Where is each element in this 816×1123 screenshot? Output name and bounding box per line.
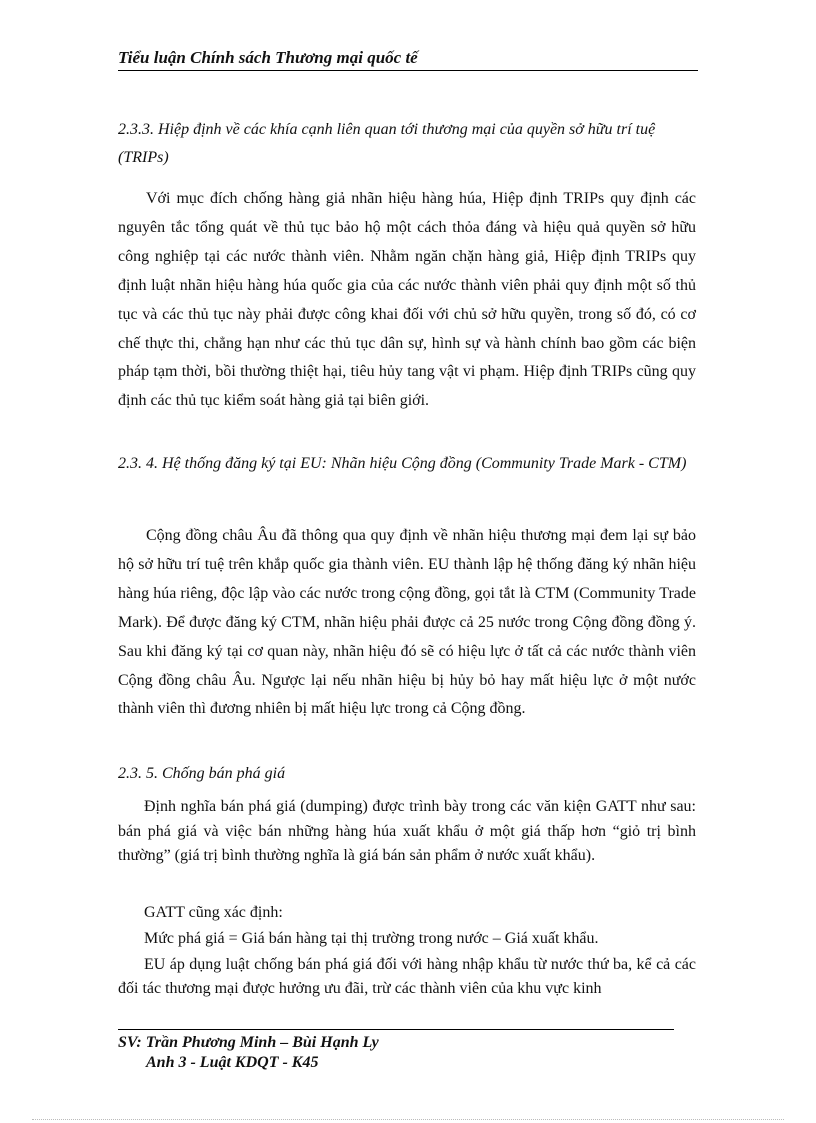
gatt-line: GATT cũng xác định: — [144, 904, 283, 921]
page-bottom-border — [32, 1119, 784, 1120]
paragraph-eu-antidumping: EU áp dụng luật chống bán phá giá đối với hàng nhập khẩu từ nước thứ ba, kể cả các đối tác thương mại được hưởng ưu đãi, trừ các thành viên của khu vực kinh — [118, 956, 696, 997]
paragraph-dumping: Định nghĩa bán phá giá (dumping) được trình bày trong các văn kiện GATT như sau: bán phá giá và việc bán những hàng húa xuất khẩu ở một giá thấp hơn “giỏ trị bình thường” (giá trị bình thường nghĩa là giá bán sản phẩm ở nước xuất khẩu). — [118, 798, 696, 864]
heading-2-3-4: 2.3. 4. Hệ thống đăng ký tại EU: Nhãn hiệu Cộng đồng (Community Trade Mark - CTM) — [118, 455, 687, 472]
heading-2-3-5: 2.3. 5. Chống bán phá giá — [118, 765, 286, 782]
paragraph-trips: Với mục đích chống hàng giả nhãn hiệu hàng húa, Hiệp định TRIPs quy định các nguyên tắc tổng quát về thủ tục bảo hộ một cách thỏa đáng và hiệu quả quyền sở hữu công nghiệp tại các nước thành viên. Nhằm ngăn chặn hàng giả, Hiệp định TRIPs quy định luật nhãn hiệu hàng húa quốc gia của các nước thành viên phải quy định một số thủ tục và các thủ tục này phải được công khai đối với chủ sở hữu quyền, trong số đó, có cơ chế thực thi, chẳng hạn như các thủ tục dân sự, hình sự và hành chính bao gồm các biện pháp tạm thời, bồi thường thiệt hại, tiêu hủy tang vật vi phạm. Hiệp định TRIPs cũng quy định các thủ tục kiểm soát hàng giả tại biên giới. — [118, 190, 696, 410]
paragraph-ctm: Cộng đồng châu Âu đã thông qua quy định về nhãn hiệu thương mại đem lại sự bảo hộ sở hữu trí tuệ trên khắp quốc gia thành viên. EU thành lập hệ thống đăng ký nhãn hiệu hàng húa riêng, độc lập vào các nước trong cộng đồng, gọi tắt là CTM (Community Trade Mark). Để được đăng ký CTM, nhãn hiệu phải được cả 25 nước trong Cộng đồng đồng ý. Sau khi đăng ký tại cơ quan này, nhãn hiệu đó sẽ có hiệu lực ở tất cả các nước thành viên Cộng đồng châu Âu. Ngược lại nếu nhãn hiệu bị hủy bỏ hay mất hiệu lực ở một nước thành viên thì đương nhiên bị mất hiệu lực trong cả Cộng đồng. — [118, 527, 696, 718]
formula-line: Mức phá giá = Giá bán hàng tại thị trường trong nước – Giá xuất khẩu. — [144, 930, 599, 947]
page-header: Tiểu luận Chính sách Thương mại quốc tế — [118, 48, 698, 71]
footer-class: Anh 3 - Luật KDQT - K45 — [146, 1054, 319, 1071]
heading-2-3-3: 2.3.3. Hiệp định về các khía cạnh liên quan tới thương mại của quyền sở hữu trí tuệ (TRIPs) — [118, 121, 656, 166]
footer-rule — [118, 1029, 674, 1030]
footer-authors: SV: Trần Phương Minh – Bùi Hạnh Ly — [118, 1034, 379, 1051]
